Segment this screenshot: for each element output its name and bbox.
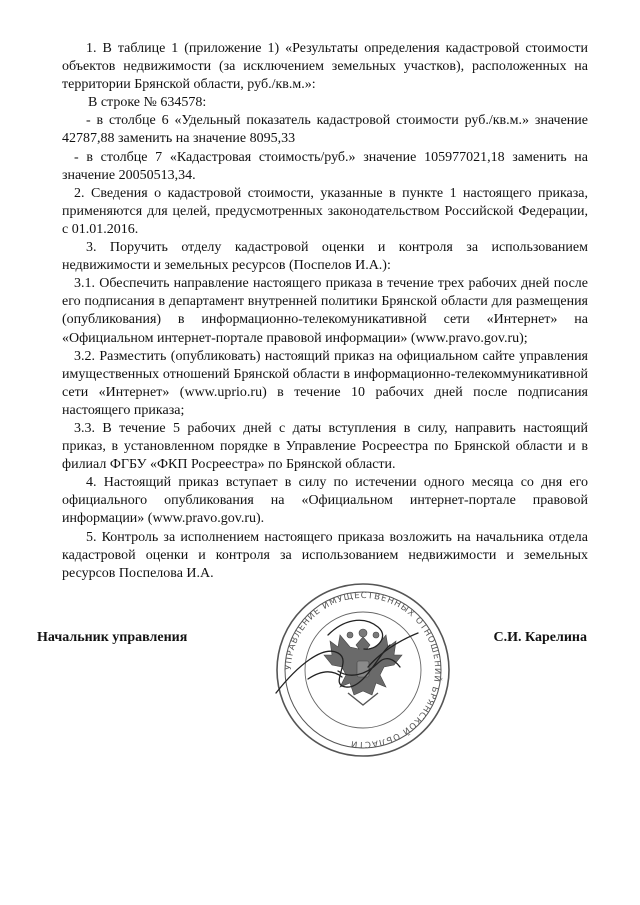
paragraph-1: 1. В таблице 1 (приложение 1) «Результаты определения кадастровой стоимости объектов недвижимости (за исключением земельных участков), расположенных на территории Брянской области, руб./кв.м.»:: [62, 41, 588, 93]
paragraph-5: 5. Контроль за исполнением настоящего приказа возложить на начальника отдела кадастровой оценки и контроля за использованием недвижимости и земельных ресурсов Поспелова И.А.: [62, 529, 588, 581]
signatory-position: Начальник управления: [37, 630, 188, 645]
official-seal: [268, 575, 458, 765]
paragraph-3-2: 3.2. Разместить (опубликовать) настоящий приказ на официальном сайте управления имущественных отношений Брянской области в информационно-телекоммуникативной сети «Интернет» (www.uprio.ru) в течение 10 рабочих дней после подписания настоящего приказа;: [62, 348, 588, 418]
paragraph-1-column-7: - в столбце 7 «Кадастровая стоимость/руб.» значение 105977021,18 заменить на значение 20050513,34.: [62, 149, 588, 183]
paragraph-1-column-6: - в столбце 6 «Удельный показатель кадастровой стоимости руб./кв.м.» значение 42787,88 заменить на значение 8095,33: [62, 113, 588, 147]
signatory-name: С.И. Карелина: [493, 630, 587, 645]
paragraph-3-1: 3.1. Обеспечить направление настоящего приказа в течение трех рабочих дней после его подписания в департамент внутренней политики Брянской области для размещения (опубликования) в информационно-телекомуникативной сети «Интернет» на «Официальном интернет-портале правовой информации» (www.pravo.gov.ru);: [62, 276, 588, 346]
paragraph-3: 3. Поручить отделу кадастровой оценки и контроля за использованием недвижимости и земельных ресурсов (Поспелов И.А.):: [62, 240, 588, 274]
double-headed-eagle-icon: [324, 629, 402, 705]
seal-text: УПРАВЛЕНИЕ ИМУЩЕСТВЕННЫХ ОТНОШЕНИЙ БРЯНСКОЙ ОБЛАСТИ: [283, 590, 443, 750]
paragraph-1-row: В строке № 634578:: [88, 95, 207, 111]
paragraph-3-3: 3.3. В течение 5 рабочих дней с даты вступления в силу, направить настоящий приказ, в установленном порядке в Управление Росреестра по Брянской области и в филиал ФГБУ «ФКП Росреестра» по Брянской области.: [62, 420, 588, 473]
order-body: [62, 40, 588, 583]
paragraph-2: 2. Сведения о кадастровой стоимости, указанные в пункте 1 настоящего приказа, применяются для целей, предусмотренных законодательством Российской Федерации, с 01.01.2016.: [62, 185, 588, 237]
paragraph-4: 4. Настоящий приказ вступает в силу по истечении одного месяца со дня его официального опубликования на «Официальном интернет-портале правовой информации» (www.pravo.gov.ru).: [62, 475, 588, 527]
